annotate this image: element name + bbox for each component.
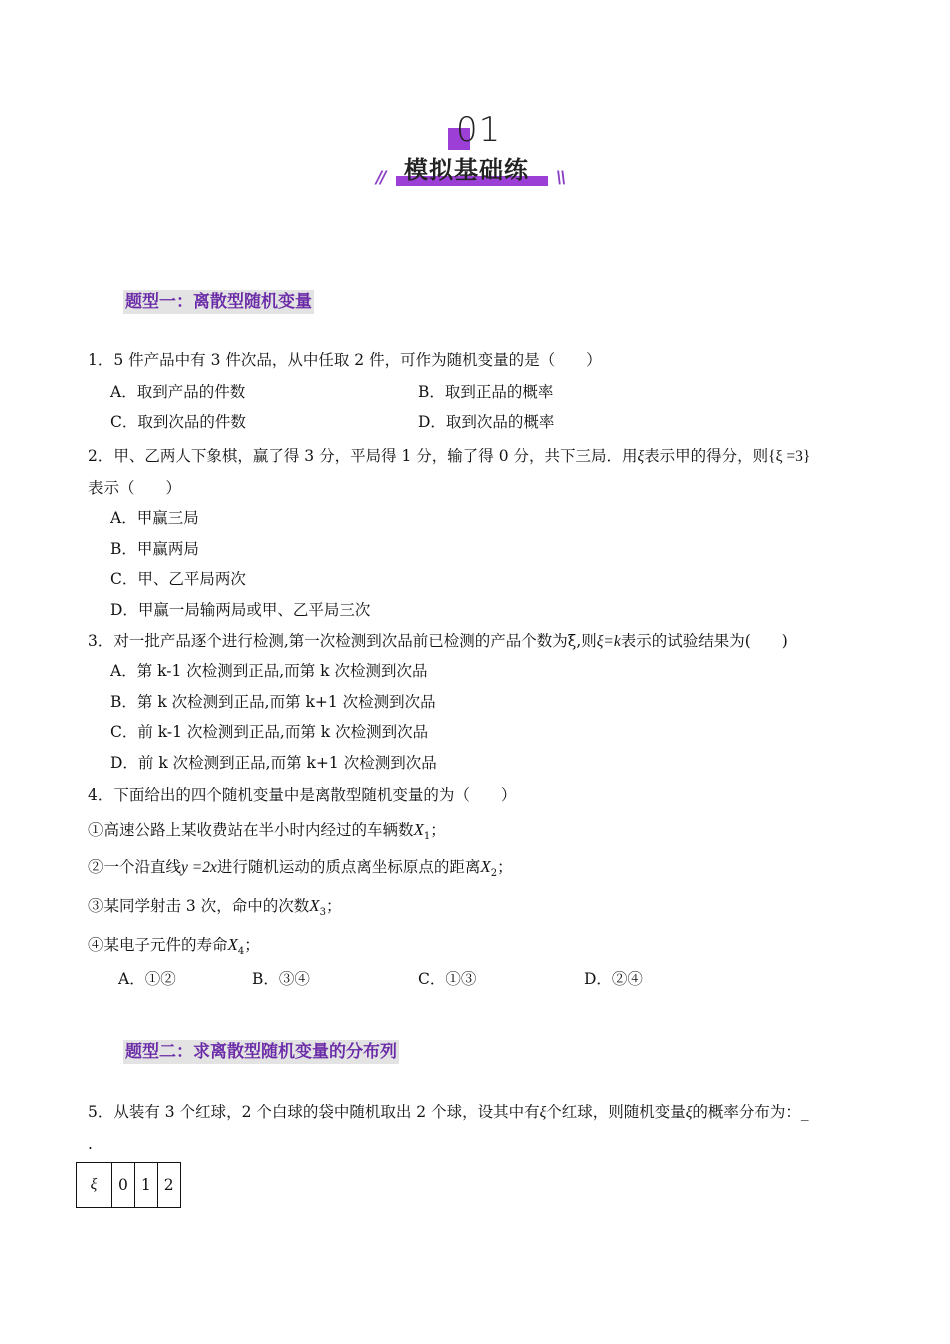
q3-stem-b: 表示的试验结果为( ): [620, 632, 788, 650]
q3-stem: [88, 631, 788, 652]
q3-option-c: C．前 k-1 次检测到正品,而第 k 次检测到次品: [110, 723, 429, 741]
q4-item-2-end: ；: [497, 858, 513, 876]
q2-stem-c: 表示（ ）: [88, 479, 182, 497]
q4-x1-sub: 1: [423, 831, 431, 843]
q2-option-c: C．甲、乙平局两次: [110, 570, 246, 588]
chapter-title: 模拟基础练: [404, 156, 529, 184]
q4-item-1-text: ①高速公路上某收费站在半小时内经过的车辆数: [88, 821, 414, 839]
q1-option-a: A．取到产品的件数: [110, 383, 246, 401]
q4-item-3-end: ；: [325, 897, 342, 915]
q4-x2: X: [480, 857, 491, 876]
q4-item-4: [88, 935, 260, 962]
q2-stem-a: 2．甲、乙两人下象棋，赢了得 3 分，平局得 1 分，输了得 0 分，共下三局．用: [88, 447, 638, 465]
q5-xi-2: ξ: [685, 1104, 693, 1121]
q4-item-1-end: ；: [430, 821, 446, 839]
q5-stem-a: 5．从装有 3 个红球，2 个白球的袋中随机取出 2 个球，设其中有: [88, 1103, 540, 1121]
q2-xi: ξ: [637, 448, 645, 465]
q2-option-a: A．甲赢三局: [110, 509, 199, 527]
q4-x3: X: [309, 896, 320, 915]
q4-x3-sub: 3: [319, 907, 326, 919]
q4-x1: X: [413, 820, 424, 839]
chapter-number: 01: [456, 110, 502, 150]
q4-item-3-text: ③某同学射击 3 次，命中的次数: [88, 897, 310, 915]
q5-stem: [88, 1102, 809, 1123]
q4-x4: X: [227, 935, 238, 954]
table-row: [77, 1163, 181, 1208]
q4-x2-sub: 2: [490, 868, 498, 880]
q5-stem-b: 个红球，则随机变量: [546, 1103, 686, 1121]
q5-distribution-table: [76, 1162, 181, 1208]
q4-option-a: A．①②: [118, 970, 176, 988]
q2-stem-b: 表示甲的得分，则: [644, 447, 769, 465]
q4-equation: y =2x: [181, 859, 217, 876]
q4-item-3: [88, 896, 342, 923]
q2-option-d: D．甲赢一局输两局或甲、乙平局三次: [110, 601, 371, 619]
q5-stem-c: 的概率分布为：_: [692, 1103, 809, 1121]
table-header-cell: ξ: [77, 1163, 112, 1208]
table-cell: 1: [134, 1163, 157, 1208]
q4-item-4-end: ；: [244, 936, 260, 954]
q2-option-b: B．甲赢两局: [110, 540, 199, 558]
q3-option-d: D．前 k 次检测到正品,而第 k+1 次检测到次品: [110, 754, 437, 772]
q4-item-2-text-b: 进行随机运动的质点离坐标原点的距离: [216, 858, 481, 876]
q3-expr: ξ=k: [596, 633, 621, 650]
table-cell: 2: [157, 1163, 180, 1208]
q1-option-d: D．取到次品的概率: [418, 413, 555, 431]
q1-option-b: B．取到正品的概率: [418, 383, 554, 401]
q5-xi-1: ξ: [539, 1104, 547, 1121]
section-title-1: 题型一：离散型随机变量: [125, 292, 312, 312]
q4-option-d: D．②④: [584, 970, 643, 988]
q4-item-2: [88, 857, 513, 884]
q4-item-1: [88, 820, 446, 847]
q4-option-c: C．①③: [418, 970, 477, 988]
table-cell: 0: [112, 1163, 135, 1208]
q4-item-2-text: ②一个沿直线: [88, 858, 182, 876]
q2-event: {ξ =3}: [768, 448, 811, 465]
q5-tail: .: [88, 1135, 93, 1153]
deco-slash-left: //: [376, 168, 385, 188]
q4-stem: 4．下面给出的四个随机变量中是离散型随机变量的为（ ）: [88, 786, 517, 804]
q3-option-b: B．第 k 次检测到正品,而第 k+1 次检测到次品: [110, 693, 436, 711]
q3-option-a: A．第 k-1 次检测到正品,而第 k 次检测到次品: [110, 662, 428, 680]
section-title-2: 题型二：求离散型随机变量的分布列: [125, 1042, 397, 1062]
deco-slash-right: \\: [556, 168, 565, 188]
chapter-title-badge: [376, 152, 570, 192]
q4-item-4-text: ④某电子元件的寿命: [88, 936, 228, 954]
q4-option-b: B．③④: [252, 970, 310, 988]
q2-stem-line1: [88, 446, 810, 467]
q1-option-c: C．取到次品的件数: [110, 413, 246, 431]
q3-stem-a: 3．对一批产品逐个进行检测,第一次检测到次品前已检测的产品个数为ξ,则: [88, 632, 597, 650]
chapter-number-badge: [448, 110, 508, 150]
q4-x4-sub: 4: [237, 946, 245, 958]
q1-stem: 1．5 件产品中有 3 件次品，从中任取 2 件，可作为随机变量的是（ ）: [88, 351, 602, 369]
